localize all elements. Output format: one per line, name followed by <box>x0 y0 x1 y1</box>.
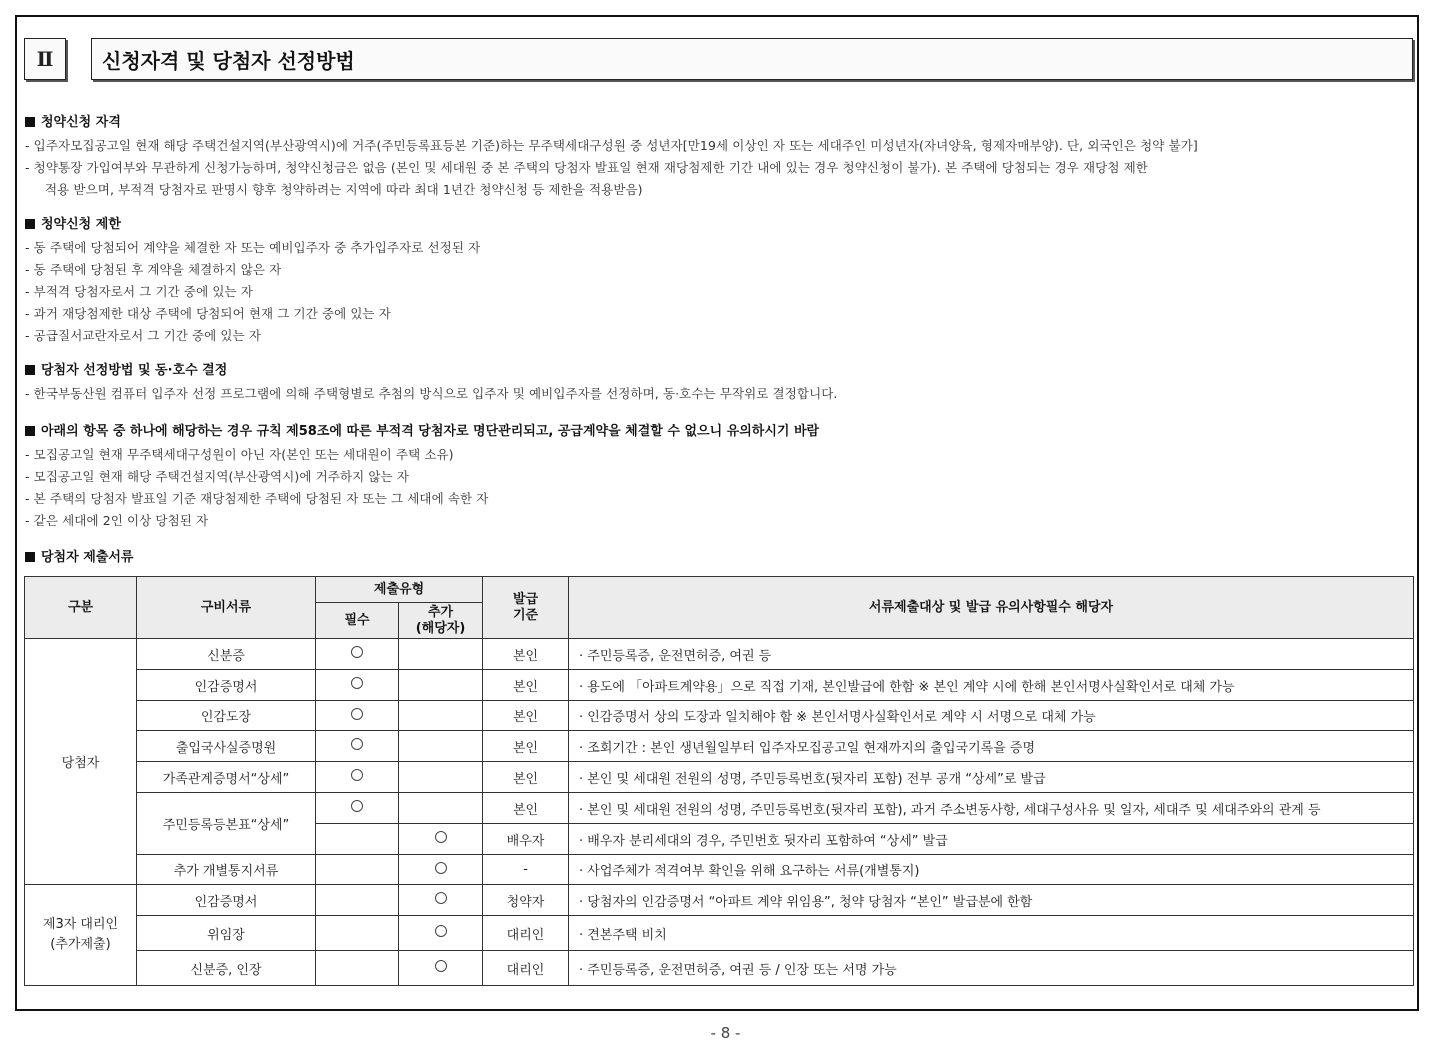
issue-basis: 대리인 <box>483 951 569 986</box>
doc-note: · 용도에 「아파트계약용」으로 직접 기재, 본인발급에 한함 ※ 본인 계약 시에 한해 본인서명사실확인서로 대체 가능 <box>569 670 1414 701</box>
header-additional: 추가 (해당자) <box>399 603 483 639</box>
page-number: - 8 - <box>710 1024 741 1042</box>
required-cell <box>316 885 399 916</box>
issue-basis: 청약자 <box>483 885 569 916</box>
restriction-heading: 청약신청 제한 <box>25 213 121 232</box>
additional-cell <box>399 951 483 986</box>
doc-note: · 주민등록증, 운전면허증, 여권 등 / 인장 또는 서명 가능 <box>569 951 1414 986</box>
ineligible-item: - 모집공고일 현재 무주택세대구성원이 아닌 자(본인 또는 세대원이 주택 소유) <box>25 447 454 462</box>
header-category: 구분 <box>25 577 137 639</box>
restriction-item: - 과거 재당첨제한 대상 주택에 당첨되어 현재 그 기간 중에 있는 자 <box>25 306 391 321</box>
additional-cell <box>399 793 483 824</box>
header-issue-basis: 발급 기준 <box>483 577 569 639</box>
required-cell <box>316 793 399 824</box>
additional-cell <box>399 916 483 951</box>
circle-mark-icon <box>435 925 447 937</box>
table-row <box>25 639 1414 670</box>
ineligible-item: - 모집공고일 현재 해당 주택건설지역(부산광역시)에 거주하지 않는 자 <box>25 469 409 484</box>
circle-mark-icon <box>351 769 363 781</box>
additional-cell <box>399 670 483 701</box>
header-notes: 서류제출대상 및 발급 유의사항필수 해당자 <box>569 577 1414 639</box>
doc-name: 신분증 <box>137 639 316 670</box>
ineligible-heading: 아래의 항목 중 하나에 해당하는 경우 규칙 제58조에 따른 부적격 당첨자로 명단관리되고, 공급계약을 체결할 수 없으니 유의하시기 바람 <box>25 420 819 439</box>
doc-name: 추가 개별통지서류 <box>137 855 316 885</box>
square-bullet-icon <box>25 426 35 436</box>
doc-name: 인감도장 <box>137 701 316 731</box>
table-row <box>25 885 1414 916</box>
section-title: 신청자격 및 당첨자 선정방법 <box>91 38 1413 80</box>
circle-mark-icon <box>435 831 447 843</box>
doc-name: 신분증, 인장 <box>137 951 316 986</box>
issue-basis: 본인 <box>483 762 569 793</box>
restriction-item: - 부적격 당첨자로서 그 기간 중에 있는 자 <box>25 284 253 299</box>
doc-note: · 사업주체가 적격여부 확인을 위해 요구하는 서류(개별통지) <box>569 855 1414 885</box>
additional-cell <box>399 701 483 731</box>
table-row <box>25 916 1414 951</box>
selection-item: - 한국부동산원 컴퓨터 입주자 선정 프로그램에 의해 주택형별로 추첨의 방식으로 입주자 및 예비입주자를 선정하며, 동·호수는 무작위로 결정합니다. <box>25 386 838 401</box>
circle-mark-icon <box>351 677 363 689</box>
required-cell <box>316 670 399 701</box>
header-document: 구비서류 <box>137 577 316 639</box>
selection-heading: 당첨자 선정방법 및 동·호수 결정 <box>25 359 227 378</box>
required-cell <box>316 916 399 951</box>
square-bullet-icon <box>25 219 35 229</box>
doc-name: 위임장 <box>137 916 316 951</box>
circle-mark-icon <box>435 960 447 972</box>
issue-basis: 본인 <box>483 670 569 701</box>
documents-heading: 당첨자 제출서류 <box>25 546 133 565</box>
doc-note: · 배우자 분리세대의 경우, 주민번호 뒷자리 포함하여 “상세” 발급 <box>569 824 1414 855</box>
required-cell <box>316 701 399 731</box>
qualification-item: - 청약통장 가입여부와 무관하게 신청가능하며, 청약신청금은 없음 (본인 및 세대원 중 본 주택의 당첨자 발표일 현재 재당첨제한 기간 내에 있는 경우 청약신청이 불가). 본 주택에 당첨되는 경우 재당첨 제한 <box>25 160 1148 175</box>
additional-cell <box>399 639 483 670</box>
required-cell <box>316 824 399 855</box>
restriction-item: - 공급질서교란자로서 그 기간 중에 있는 자 <box>25 328 262 343</box>
additional-cell <box>399 855 483 885</box>
required-cell <box>316 639 399 670</box>
issue-basis: - <box>483 855 569 885</box>
table-row <box>25 855 1414 885</box>
required-cell <box>316 951 399 986</box>
ineligible-item: - 본 주택의 당첨자 발표일 기준 재당첨제한 주택에 당첨된 자 또는 그 세대에 속한 자 <box>25 491 489 506</box>
additional-cell <box>399 824 483 855</box>
issue-basis: 본인 <box>483 731 569 762</box>
header-required: 필수 <box>316 603 399 639</box>
table-row <box>25 793 1414 824</box>
issue-basis: 본인 <box>483 701 569 731</box>
restriction-item: - 동 주택에 당첨되어 계약을 체결한 자 또는 예비입주자 중 추가입주자로 선정된 자 <box>25 240 481 255</box>
issue-basis: 대리인 <box>483 916 569 951</box>
required-cell <box>316 855 399 885</box>
section-number: Ⅱ <box>24 38 66 80</box>
doc-note: · 주민등록증, 운전면허증, 여권 등 <box>569 639 1414 670</box>
doc-note: · 본인 및 세대원 전원의 성명, 주민등록번호(뒷자리 포함) 전부 공개 “상세”로 발급 <box>569 762 1414 793</box>
circle-mark-icon <box>351 738 363 750</box>
doc-note: · 인감증명서 상의 도장과 일치해야 함 ※ 본인서명사실확인서로 계약 시 서명으로 대체 가능 <box>569 701 1414 731</box>
table-row <box>25 762 1414 793</box>
doc-name: 인감증명서 <box>137 670 316 701</box>
table-row <box>25 701 1414 731</box>
qualification-heading: 청약신청 자격 <box>25 111 121 130</box>
doc-note: · 본인 및 세대원 전원의 성명, 주민등록번호(뒷자리 포함), 과거 주소변동사항, 세대구성사유 및 일자, 세대주 및 세대주와의 관계 등 <box>569 793 1414 824</box>
square-bullet-icon <box>25 365 35 375</box>
restriction-item: - 동 주택에 당첨된 후 계약을 체결하지 않은 자 <box>25 262 282 277</box>
issue-basis: 배우자 <box>483 824 569 855</box>
required-cell <box>316 731 399 762</box>
doc-name: 주민등록등본표“상세” <box>137 793 316 855</box>
circle-mark-icon <box>351 708 363 720</box>
issue-basis: 본인 <box>483 639 569 670</box>
table-row <box>25 951 1414 986</box>
circle-mark-icon <box>435 892 447 904</box>
documents-table <box>24 576 1414 986</box>
table-row <box>25 670 1414 701</box>
required-cell <box>316 762 399 793</box>
doc-name: 출입국사실증명원 <box>137 731 316 762</box>
group-proxy: 제3자 대리인 (추가제출) <box>25 885 137 986</box>
circle-mark-icon <box>351 800 363 812</box>
doc-note: · 견본주택 비치 <box>569 916 1414 951</box>
qualification-item: 적용 받으며, 부적격 당첨자로 판명시 향후 청약하려는 지역에 따라 최대 1년간 청약신청 등 제한을 적용받음) <box>45 182 643 197</box>
doc-note: · 조회기간 : 본인 생년월일부터 입주자모집공고일 현재까지의 출입국기록을 증명 <box>569 731 1414 762</box>
issue-basis: 본인 <box>483 793 569 824</box>
group-winner: 당첨자 <box>25 639 137 885</box>
doc-note: · 당첨자의 인감증명서 “아파트 계약 위임용”, 청약 당첨자 “본인” 발급분에 한함 <box>569 885 1414 916</box>
qualification-item: - 입주자모집공고일 현재 해당 주택건설지역(부산광역시)에 거주(주민등록표등본 기준)하는 무주택세대구성원 중 성년자[만19세 이상인 자 또는 세대주인 미성년자(자녀양육, 형제자매부양). 단, 외국인은 청약 불가] <box>25 138 1198 153</box>
additional-cell <box>399 885 483 916</box>
ineligible-item: - 같은 세대에 2인 이상 당첨된 자 <box>25 513 209 528</box>
square-bullet-icon <box>25 117 35 127</box>
additional-cell <box>399 762 483 793</box>
header-submit-type: 제출유형 <box>316 577 483 603</box>
additional-cell <box>399 731 483 762</box>
doc-name: 가족관계증명서“상세” <box>137 762 316 793</box>
circle-mark-icon <box>351 646 363 658</box>
circle-mark-icon <box>435 862 447 874</box>
table-row <box>25 731 1414 762</box>
square-bullet-icon <box>25 552 35 562</box>
doc-name: 인감증명서 <box>137 885 316 916</box>
